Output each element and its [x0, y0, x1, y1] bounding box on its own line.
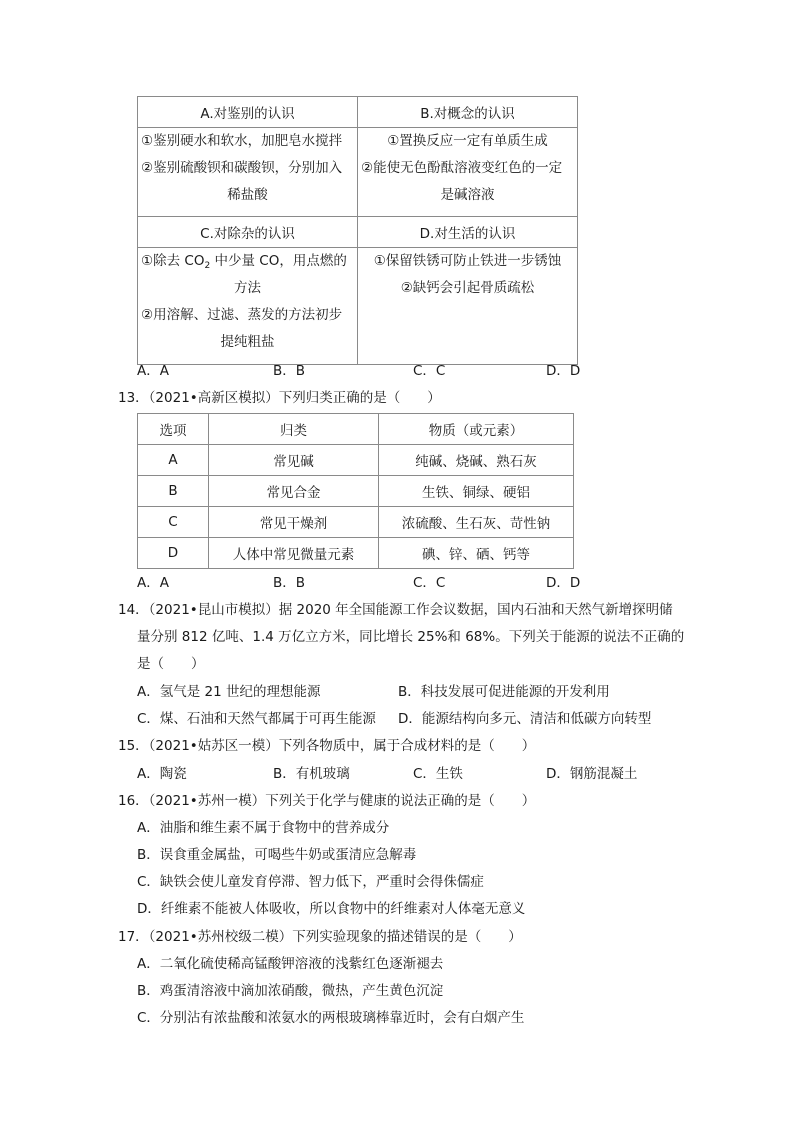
q12-cell-b-line: ②能使无色酚酞溶液变红色的一定 [361, 160, 563, 176]
q13-table [137, 413, 574, 569]
q13-option-d: D．D [546, 575, 581, 591]
q15-option-d: D．钢筋混凝土 [546, 766, 638, 782]
q13-cell: A [138, 445, 209, 476]
q12-cell-d-line: ①保留铁锈可防止铁进一步锈蚀 [373, 253, 562, 269]
q12-header-d: D.对生活的认识 [358, 217, 578, 248]
q15-option-b: B．有机玻璃 [273, 766, 350, 782]
q13-cell: 浓硫酸、生石灰、苛性钠 [379, 507, 574, 538]
q12-header-c: C.对除杂的认识 [138, 217, 358, 248]
q12-cell-b [358, 128, 578, 217]
q13-cell: D [138, 538, 209, 569]
q15-stem: 15．（2021•姑苏区一模）下列各物质中，属于合成材料的是（ ） [118, 738, 536, 754]
q13-header-option: 选项 [138, 414, 209, 445]
q12-table [137, 96, 578, 365]
q12-cell-c [138, 248, 358, 365]
q14-stem-line: 是（ ） [137, 656, 205, 672]
q13-option-a: A．A [137, 575, 169, 591]
q13-cell: 常见碱 [209, 445, 379, 476]
q14-stem-line: 14．（2021•昆山市模拟）据 2020 年全国能源工作会议数据，国内石油和天然气新增探明储 [118, 602, 673, 618]
q12-cell-c-text: 中少量 CO，用点燃的 [210, 253, 347, 269]
q12-header-b: B.对概念的认识 [358, 97, 578, 128]
q12-cell-c-line [138, 248, 357, 275]
q13-cell: 常见合金 [209, 476, 379, 507]
q12-option-d: D．D [546, 363, 581, 379]
q14-option-a: A．氢气是 21 世纪的理想能源 [137, 684, 321, 700]
q14-option-c: C．煤、石油和天然气都属于可再生能源 [137, 711, 376, 727]
q12-cell-c-text: ①除去 CO [141, 253, 205, 269]
q14-option-d: D．能源结构向多元、清洁和低碳方向转型 [398, 711, 652, 727]
q13-stem: 13．（2021•高新区模拟）下列归类正确的是（ ） [118, 390, 441, 406]
q16-option-c: C．缺铁会使儿童发育停滞、智力低下，严重时会得侏儒症 [137, 874, 484, 890]
q16-option-b: B．误食重金属盐，可喝些牛奶或蛋清应急解毒 [137, 847, 417, 863]
q12-cell-b-line: 是碱溶液 [440, 187, 495, 203]
q17-option-a: A．二氧化硫使稀高锰酸钾溶液的浅紫红色逐渐褪去 [137, 956, 444, 972]
q15-option-c: C．生铁 [413, 766, 463, 782]
q12-cell-a-line: ①鉴别硬水和软水，加肥皂水搅拌 [141, 133, 343, 149]
q12-cell-d-line: ②缺钙会引起骨质疏松 [400, 280, 535, 296]
q12-cell-a-line: 稀盐酸 [227, 187, 268, 203]
q12-header-a: A.对鉴别的认识 [138, 97, 358, 128]
q12-cell-a [138, 128, 358, 217]
q12-cell-c-line: 提纯粗盐 [220, 334, 275, 350]
q17-option-c: C．分别沾有浓盐酸和浓氨水的两根玻璃棒靠近时，会有白烟产生 [137, 1010, 525, 1026]
q13-option-b: B．B [273, 575, 306, 591]
q16-option-d: D．纤维素不能被人体吸收，所以食物中的纤维素对人体毫无意义 [137, 901, 526, 917]
q12-cell-c-subscript: 2 [204, 261, 211, 271]
q13-cell: 碘、锌、硒、钙等 [379, 538, 574, 569]
q17-stem: 17．（2021•苏州校级二模）下列实验现象的描述错误的是（ ） [118, 929, 522, 945]
q14-option-b: B．科技发展可促进能源的开发利用 [398, 684, 610, 700]
q13-option-c: C．C [413, 575, 446, 591]
q13-cell: B [138, 476, 209, 507]
q12-option-c: C．C [413, 363, 446, 379]
q13-cell: 常见干燥剂 [209, 507, 379, 538]
q12-cell-c-line: ②用溶解、过滤、蒸发的方法初步 [141, 307, 343, 323]
q15-option-a: A．陶瓷 [137, 766, 187, 782]
q12-cell-a-line: ②鉴别硫酸钡和碳酸钡，分别加入 [141, 160, 343, 176]
q12-option-a: A．A [137, 363, 169, 379]
q13-cell: 人体中常见微量元素 [209, 538, 379, 569]
q12-option-b: B．B [273, 363, 306, 379]
q12-cell-d [358, 248, 578, 365]
q13-cell: 生铁、铜绿、硬铝 [379, 476, 574, 507]
q16-stem: 16．（2021•苏州一模）下列关于化学与健康的说法正确的是（ ） [118, 793, 536, 809]
q16-option-a: A．油脂和维生素不属于食物中的营养成分 [137, 820, 390, 836]
q13-header-category: 归类 [209, 414, 379, 445]
q13-cell: 纯碱、烧碱、熟石灰 [379, 445, 574, 476]
q12-cell-c-line: 方法 [234, 280, 261, 296]
q12-cell-b-line: ①置换反应一定有单质生成 [387, 133, 548, 149]
q17-option-b: B．鸡蛋清溶液中滴加浓硝酸，微热，产生黄色沉淀 [137, 983, 444, 999]
q13-cell: C [138, 507, 209, 538]
q14-stem-line: 量分别 812 亿吨、1.4 万亿立方米，同比增长 25%和 68%。下列关于能源的说法不正确的 [137, 629, 685, 645]
q13-header-substance: 物质（或元素） [379, 414, 574, 445]
